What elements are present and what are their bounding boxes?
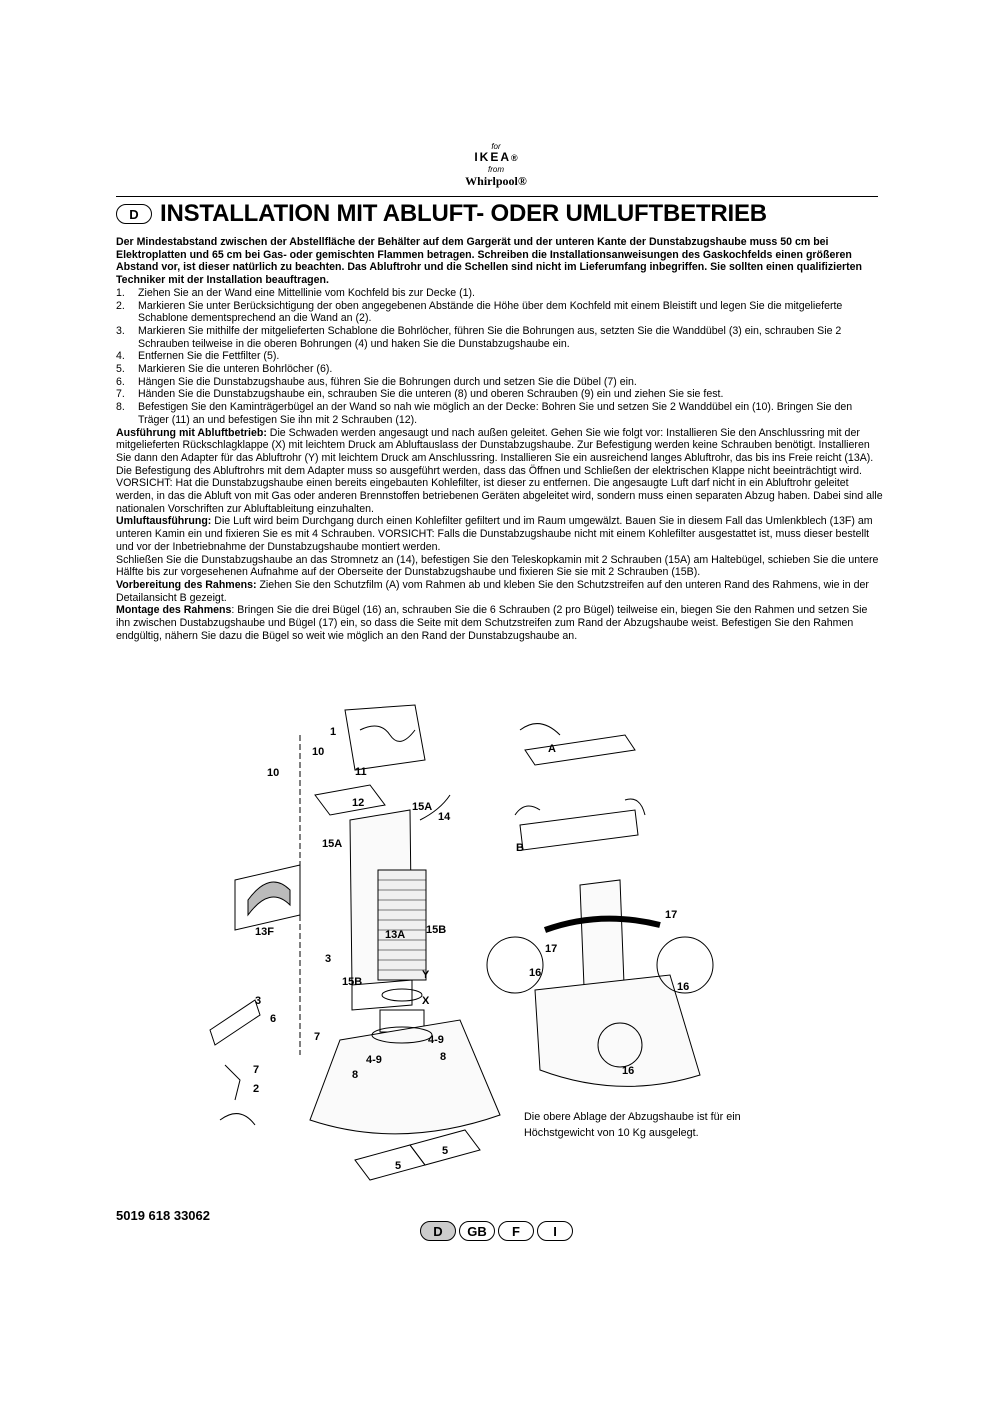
- adapter-y: [382, 989, 422, 1001]
- step-item: 1. Ziehen Sie an der Wand eine Mittellinie vom Kochfeld bis zur Decke (1).: [116, 286, 475, 299]
- instructions-text: [116, 236, 884, 643]
- section-frame-prep: Vorbereitung des Rahmens: Ziehen Sie den Schutzfilm (A) vom Rahmen ab und kleben Sie den Schutzstreifen auf den unteren Rand des Rahmens, wie in der Detailansicht B gezeigt.: [116, 578, 869, 604]
- language-selector: [420, 1221, 573, 1241]
- step-item: 8. Befestigen Sie den Kaminträgerbügel an der Wand so nah wie möglich an der Decke: Bohren Sie und setzen Sie 2 Wanddübel ein (10). Bringen Sie den Träger (11) an und befestigen Sie ihn mit 2 Schrauben (12).: [116, 401, 853, 426]
- step-item: 6. Hängen Sie die Dunstabzugshaube aus, führen Sie die Bohrungen durch und setzen Sie die Dübel (7) ein.: [116, 375, 637, 388]
- step-item: 7. Händen Sie die Dunstabzugshaube ein, schrauben Sie die unteren (8) und oberen Schrauben (9) ein und ziehen Sie sie fest.: [116, 388, 724, 401]
- label-6: 6: [270, 1013, 277, 1025]
- label-16: 16: [677, 981, 690, 993]
- ceiling-detail: [345, 705, 425, 770]
- label-y: Y: [422, 969, 430, 981]
- language-f: F: [498, 1221, 534, 1241]
- label-2: 2: [253, 1083, 260, 1095]
- wall-template: [210, 1000, 260, 1045]
- hood-body: [310, 1020, 500, 1134]
- label-x: X: [422, 995, 430, 1007]
- exhaust-duct: [378, 870, 426, 980]
- label-10: 10: [312, 746, 325, 758]
- label-a: A: [548, 743, 556, 755]
- label-15b: 15B: [426, 924, 447, 936]
- label-17: 17: [545, 943, 558, 955]
- label-16: 16: [622, 1065, 635, 1077]
- label-7: 7: [314, 1031, 321, 1043]
- label-7: 7: [253, 1064, 260, 1076]
- label-12: 12: [352, 797, 365, 809]
- label-15b: 15B: [342, 976, 363, 988]
- brand-for: for: [491, 142, 501, 151]
- title-row: [116, 198, 886, 230]
- label-17: 17: [665, 909, 678, 921]
- page-title: INSTALLATION MIT ABLUFT- ODER UMLUFTBETRIEB: [160, 200, 767, 227]
- header-rule: [116, 196, 878, 197]
- section-recirculation: Umluftausführung: Die Luft wird beim Durchgang durch einen Kohlefilter gefiltert und im Raum umgewälzt. Bauen Sie in diesem Fall das Umlenkblech (13F) am unteren Kamin ein und fixieren Sie es mit 4 Schrauben. VORSICHT: Falls die Dunstabzugshaube nicht mit einem Kohlefilter ausgestattet ist, muss dieser bestellt und vor der Inbetriebnahme der Dunstabzugshaube montiert werden.: [116, 515, 873, 553]
- deflector-13f: [248, 882, 290, 915]
- label-8: 8: [440, 1051, 447, 1063]
- ceiling-curve: [360, 726, 415, 741]
- label-16: 16: [529, 967, 542, 979]
- section-frame-mount: Montage des Rahmens: Bringen Sie die drei Bügel (16) an, schrauben Sie die 6 Schrauben (2 pro Bügel) teilweise ein, biegen Sie den Rahmen und setzen Sie ihn zwischen Dustabzugshaube und Bügel (17) ein, so dass die Seite mit dem Schutzstreifen zum Rand der Abzugshaube weist. Befestigen Sie den Rahmen endgültig, nähern Sie dazu die Bügel so weit wie möglich an den Rand der Dunstabzugshaube an.: [116, 604, 868, 642]
- label-10: 10: [267, 767, 280, 779]
- label-5: 5: [395, 1160, 402, 1172]
- label-1: 1: [330, 726, 337, 738]
- frame-detail-b: [520, 810, 638, 850]
- hand-peeling: [520, 724, 560, 735]
- label-11: 11: [355, 766, 367, 778]
- step-item: 4. Entfernen Sie die Fettfilter (5).: [116, 350, 280, 363]
- label-15a: 15A: [412, 801, 433, 813]
- label-13a: 13A: [385, 929, 406, 941]
- label-14: 14: [438, 811, 451, 823]
- detail-bracket-16: [487, 937, 543, 993]
- step-item: 3. Markieren Sie mithilfe der mitgelieferten Schablone die Bohrlöcher, führen Sie die Bohrungen aus, setzten Sie die Wanddübel (3) ein, schrauben Sie 2 Schrauben teilweise in die oberen Bohrungen (4) und haken Sie die Dunstabzugshaube ein.: [116, 324, 842, 350]
- label-4-9: 4-9: [428, 1034, 444, 1046]
- label-13f: 13F: [255, 926, 274, 938]
- language-d: D: [420, 1221, 456, 1241]
- label-4-9: 4-9: [366, 1054, 382, 1066]
- language-gb: GB: [459, 1221, 495, 1241]
- brand-whirlpool: Whirlpool®: [465, 174, 527, 188]
- label-3: 3: [325, 953, 332, 965]
- label-15a: 15A: [322, 838, 343, 850]
- weight-note: Die obere Ablage der Abzugshaube ist für ein Höchstgewicht von 10 Kg ausgelegt.: [524, 1111, 741, 1139]
- language-badge: D: [116, 204, 152, 224]
- steps-list: [116, 287, 884, 427]
- frame-film-a: [525, 735, 635, 765]
- label-8: 8: [352, 1069, 359, 1081]
- chimney-bracket: [315, 785, 385, 815]
- brand-from: from: [488, 165, 504, 174]
- template-strip: [225, 1065, 240, 1100]
- section-connect: Schließen Sie die Dunstabzugshaube an das Stromnetz an (14), befestigen Sie den Teleskopkamin mit 2 Schrauben (15A) am Haltebügel, schieben Sie die untere Hälfte bis zur vorgesehenen Aufnahme auf der Oberseite der Dunstabzugshaube und fixieren Sie sie mit 2 Schrauben (15B).: [116, 553, 879, 579]
- label-3: 3: [255, 995, 262, 1007]
- step-item: 2. Markieren Sie unter Berücksichtigung der oben angegebenen Abstände die Höhe über dem Kochfeld mit einem Bleistift und legen Sie die mitgelieferte Schablone dementsprechend an die Wand an (2).: [116, 299, 843, 325]
- document-code: 5019 618 33062: [116, 1208, 210, 1223]
- step-item: 5. Markieren Sie die unteren Bohrlöcher (6).: [116, 363, 333, 376]
- hand-detail: [220, 1114, 255, 1125]
- brand-ikea: IKEA®: [474, 150, 518, 164]
- hand-left: [515, 806, 540, 815]
- section-exhaust: Ausführung mit Abluftbetrieb: Die Schwaden werden angesaugt und nach außen geleitet. Gehen Sie wie folgt vor: Installieren Sie den Anschlussring mit der mitgelieferten Rückschlagklappe (X) mit leichtem Druck am Abluftauslass der Dunstabzugshaube. Zur Befestigung werden keine Schrauben benötigt. Installieren Sie dann den Adapter für das Abluftrohr (Y) mit leichtem Druck am Anschlussring. Installieren Sie ein ausreichend langes Abluftrohr, das bis ins Freie reicht (13A). Die Befestigung des Abluftrohrs mit dem Adapter muss so ausgeführt werden, dass das Öffnen und Schließen der elektrischen Klappe nicht beeinträchtigt wird. VORSICHT: Hat die Dunstabzugshaube einen bereits eingebauten Kohlefilter, ist dieser zu entfernen. Die angesaugte Luft darf nicht in ein Abluftrohr geleitet werden, in das die Abluft von mit Gas oder anderen Brennstoffen betriebenen Geräten abgeleitet wird, sondern muss einen separaten Abzug haben. Dabei sind alle nationalen Vorschriften zur Abluftableitung einzuhalten.: [116, 426, 883, 515]
- label-5: 5: [442, 1145, 449, 1157]
- language-i: I: [537, 1221, 573, 1241]
- brand-logo: [440, 142, 552, 188]
- label-b: B: [516, 842, 524, 854]
- intro-paragraph: Der Mindestabstand zwischen der Abstellfläche der Behälter auf dem Gargerät und der unteren Kante der Dunstabzugshaube muss 50 cm bei Elektroplatten und 65 cm bei Gas- oder gemischten Flammen betragen. Schreiben die Installationsanweisungen des Gaskochfelds einen größeren Abstand vor, ist dieser natürlich zu beachten. Das Abluftrohr und die Schellen sind nicht im Lieferumfang inbegriffen. Sie sollten einen qualifizierten Techniker mit der Installation beauftragen.: [116, 236, 862, 287]
